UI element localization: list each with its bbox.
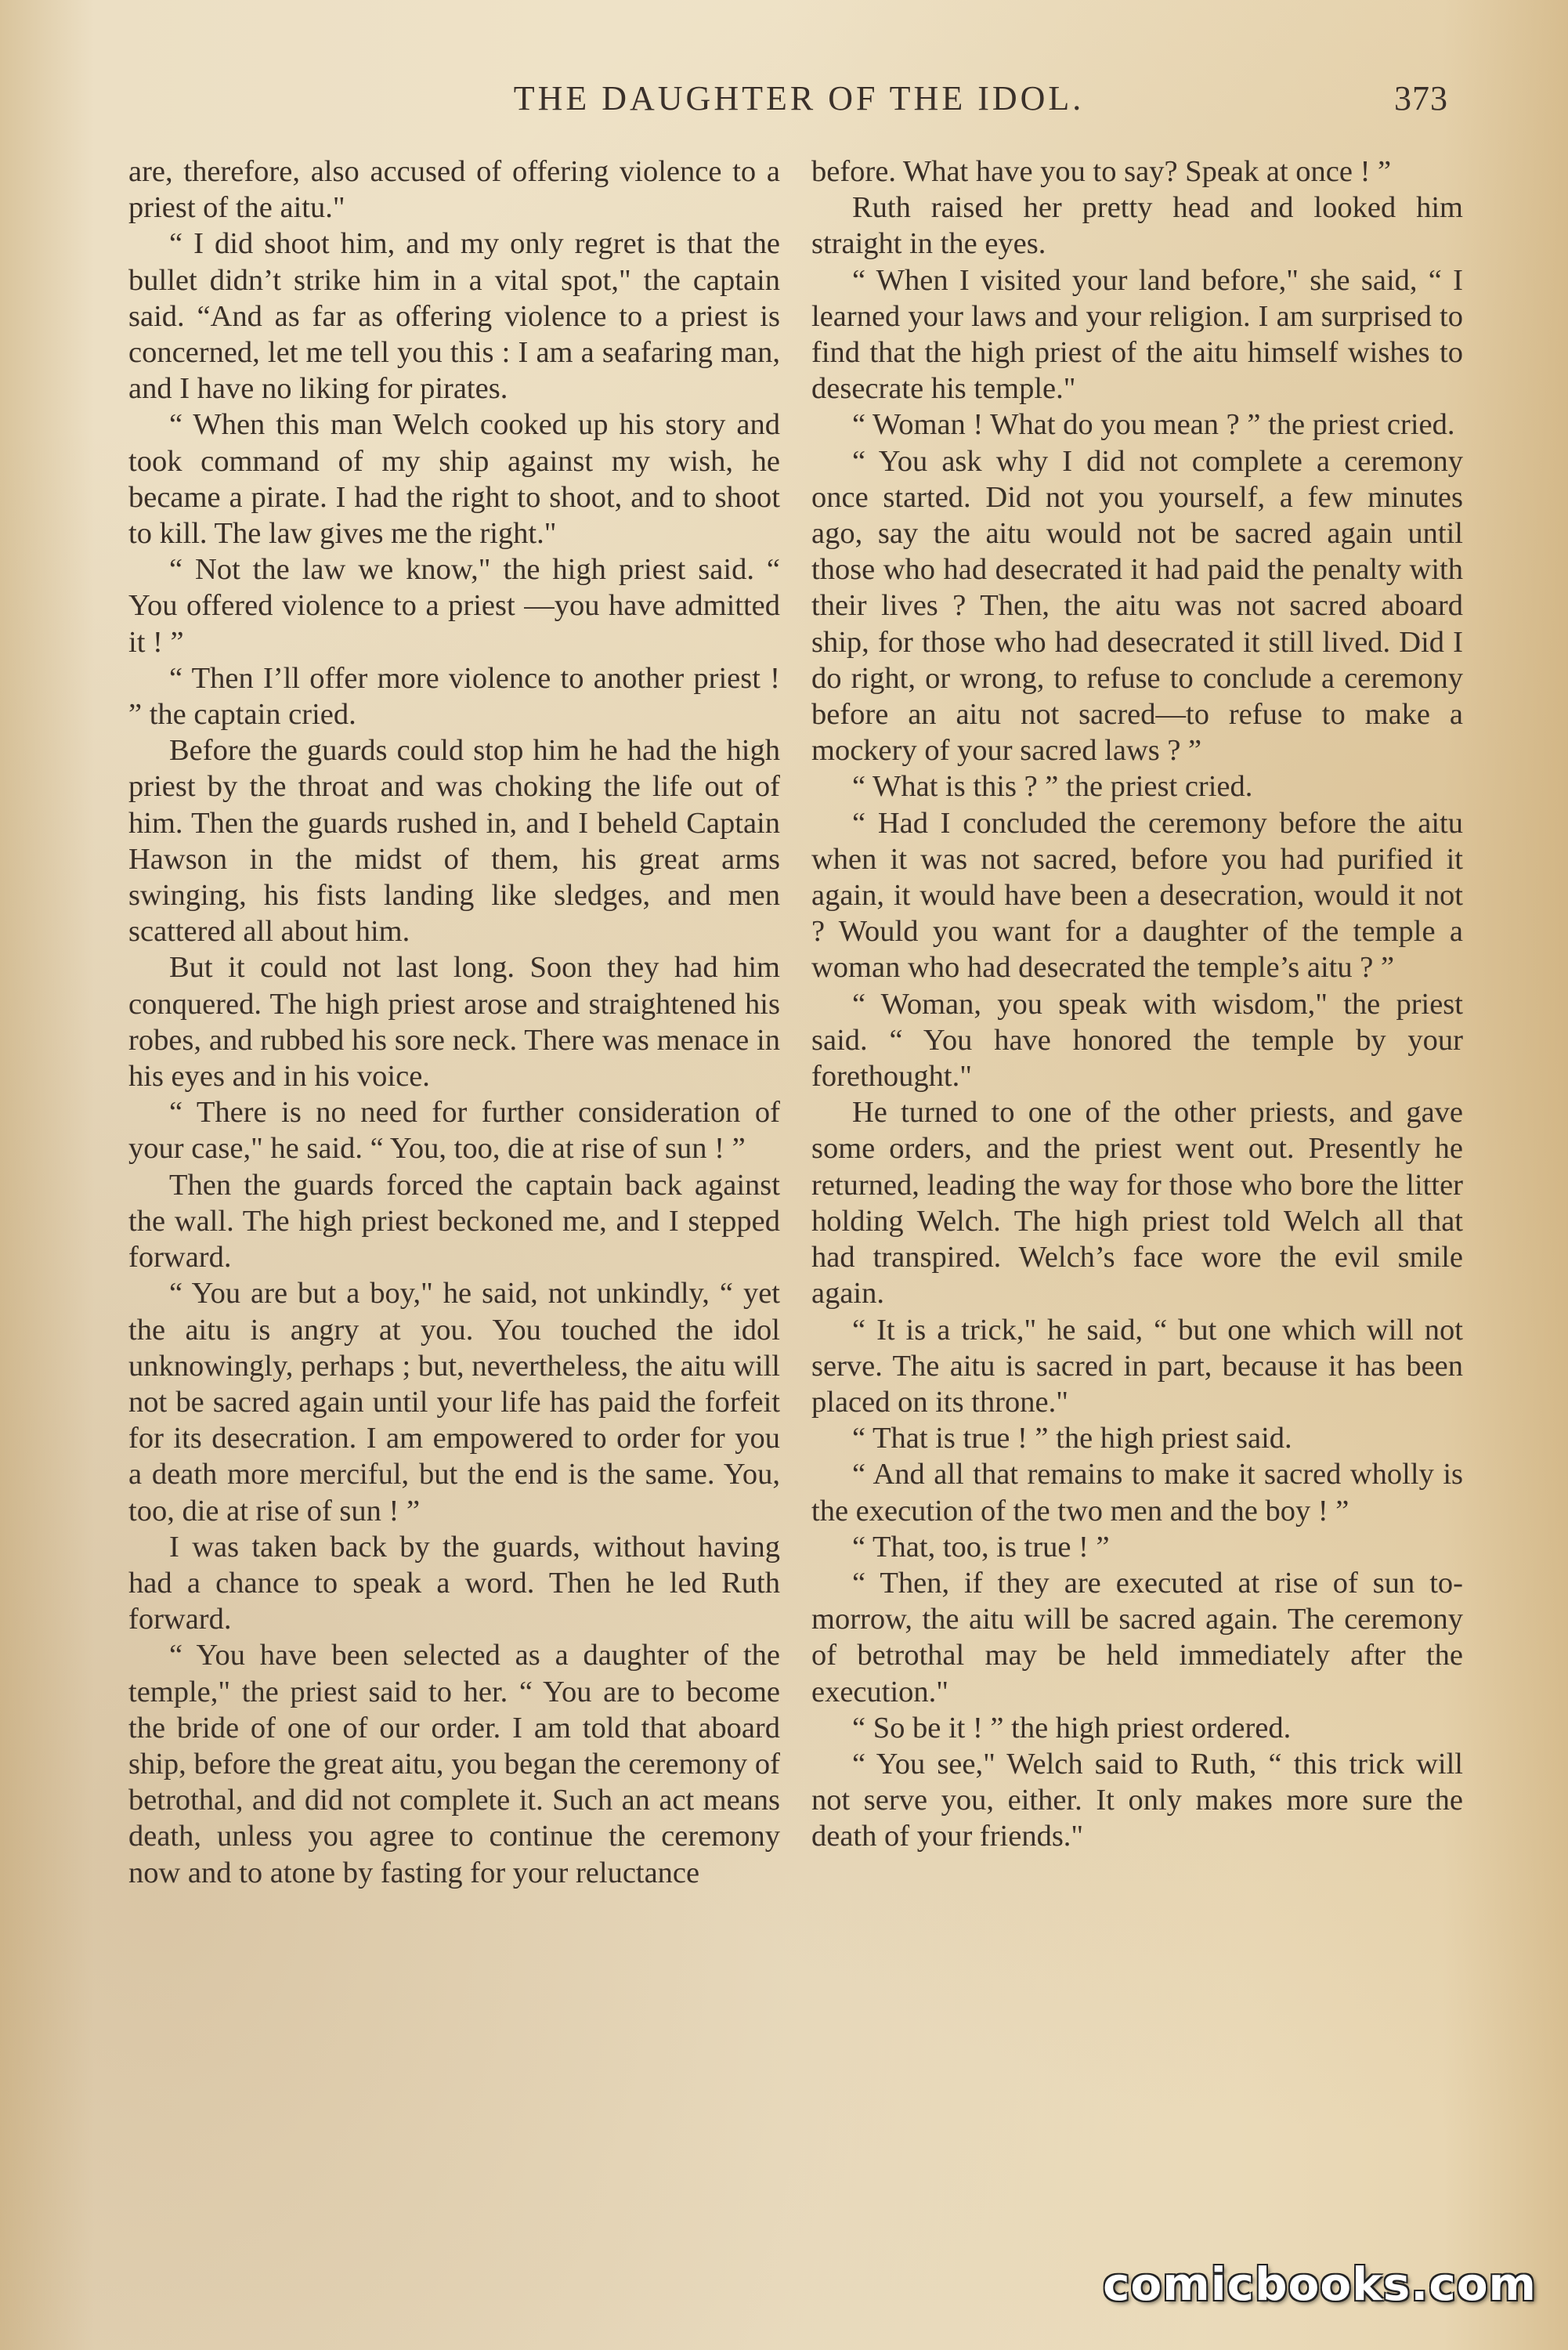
paragraph: “ And all that remains to make it sacred wholly is the execution of the two men and the boy ! ”	[811, 1458, 1463, 1528]
paragraph: “ You have been selected as a daughter of the temple," the priest said to her. “ You are to become the bride of one of our order. I am told that aboard ship, before the great aitu, you began the ceremony of betrothal, and did not complete it. Such an act means death, unless you agree to continue the ceremony now and to atone by fasting for your reluctance	[128, 1639, 780, 1889]
paragraph: “ Woman ! What do you mean ? ” the priest cried.	[852, 408, 1455, 442]
paragraph: “ You are but a boy," he said, not unkindly, “ yet the aitu is angry at you. You touched the idol unknowingly, perhaps ; but, nevertheless, the aitu will not be sacred again until your life has paid the forfeit for its desecration. I am empowered to order for you a death more merciful, but the end is the same. You, too, die at rise of sun ! ”	[128, 1277, 780, 1528]
paragraph: Before the guards could stop him he had the high priest by the throat and was choking the life out of him. Then the guards rushed in, and I beheld Captain Hawson in the midst of them, his great arms swinging, his fists landing like sledges, and men scattered all about him.	[128, 734, 780, 949]
watermark: comicbooks.com	[1103, 2258, 1537, 2311]
running-title: THE DAUGHTER OF THE IDOL.	[513, 79, 1085, 118]
page-number: 373	[1394, 79, 1448, 118]
paragraph: “ You see," Welch said to Ruth, “ this trick will not serve you, either. It only makes more sure the death of your friends."	[811, 1747, 1463, 1853]
paragraph: But it could not last long. Soon they had him conquered. The high priest arose and straightened his robes, and rubbed his sore neck. There was menace in his eyes and in his voice.	[128, 951, 780, 1094]
paragraph: “ Not the law we know," the high priest said. “ You offered violence to a priest —you have admitted it ! ”	[128, 553, 780, 659]
paragraph: “ When I visited your land before," she said, “ I learned your laws and your religion. I am surprised to find that the high priest of the aitu himself wishes to desecrate his temple."	[811, 263, 1463, 406]
paragraph: are, therefore, also accused of offering violence to a priest of the aitu."	[128, 155, 780, 225]
paragraph: “ It is a trick," he said, “ but one which will not serve. The aitu is sacred in part, because it has been placed on its throne."	[811, 1313, 1463, 1419]
paragraph: “ Had I concluded the ceremony before the aitu when it was not sacred, before you had purified it again, it would have been a desecration, would it not ? Would you want for a daughter of the temple a woman who had desecrated the temple’s aitu ? ”	[811, 806, 1463, 985]
paragraph: I was taken back by the guards, without having had a chance to speak a word. Then he led Ruth forward.	[128, 1530, 780, 1636]
paragraph: “ You ask why I did not complete a ceremony once started. Did not you yourself, a few minutes ago, say the aitu would not be sacred again until those who had desecrated it had paid the penalty with their lives ? Then, the aitu was not sacred aboard ship, for those who had desecrated it still lived. Did I do right, or wrong, to refuse to conclude a ceremony before an aitu not sacred—to refuse to make a mockery of your sacred laws ? ”	[811, 444, 1463, 768]
paragraph: “ What is this ? ” the priest cried.	[852, 770, 1253, 804]
paragraph: “ So be it ! ” the high priest ordered.	[852, 1711, 1292, 1744]
paragraph: “ That, too, is true ! ”	[852, 1530, 1110, 1564]
paragraph: “ There is no need for further consideration of your case," he said. “ You, too, die at rise of sun ! ”	[128, 1096, 780, 1166]
paragraph: Ruth raised her pretty head and looked him straight in the eyes.	[811, 191, 1463, 261]
left-column	[128, 154, 780, 1891]
paragraph: “ Then, if they are executed at rise of sun to-morrow, the aitu will be sacred again. The ceremony of betrothal may be held immediately after the execution."	[811, 1566, 1463, 1708]
paragraph: “ Woman, you speak with wisdom," the priest said. “ You have honored the temple by your forethought."	[811, 987, 1463, 1094]
right-column	[811, 154, 1463, 1855]
paragraph: “ That is true ! ” the high priest said.	[852, 1422, 1292, 1455]
paragraph: Then the guards forced the captain back against the wall. The high priest beckoned me, and I stepped forward.	[128, 1168, 780, 1274]
paragraph: “ When this man Welch cooked up his story and took command of my ship against my wish, he became a pirate. I had the right to shoot, and to shoot to kill. The law gives me the right."	[128, 408, 780, 551]
paragraph: before. What have you to say? Speak at once ! ”	[811, 155, 1392, 188]
paragraph: He turned to one of the other priests, and gave some orders, and the priest went out. Presently he returned, leading the way for those who bore the litter holding Welch. The high priest told Welch all that had transpired. Welch’s face wore the evil smile again.	[811, 1096, 1463, 1311]
paragraph: “ Then I’ll offer more violence to another priest ! ” the captain cried.	[128, 661, 780, 732]
paragraph: “ I did shoot him, and my only regret is that the bullet didn’t strike him in a vital spot," the captain said. “And as far as offering violence to a priest is concerned, let me tell you this : I am a seafaring man, and I have no liking for pirates.	[128, 227, 780, 406]
